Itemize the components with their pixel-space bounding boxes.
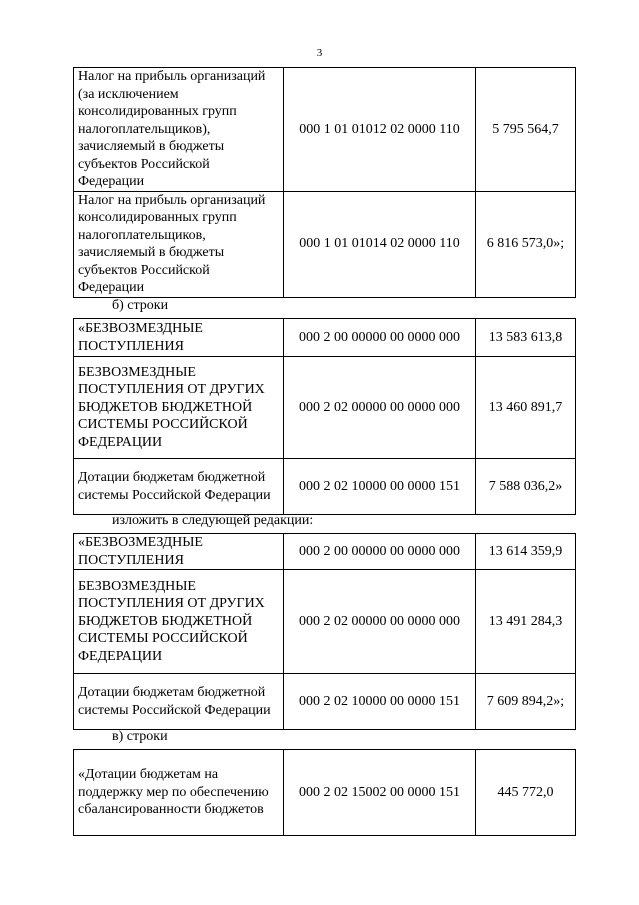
paragraph-edit: изложить в следующей редакции: [112, 513, 314, 528]
row-name: БЕЗВОЗМЕЗДНЫЕ ПОСТУПЛЕНИЯ ОТ ДРУГИХ БЮДЖЕТОВ БЮДЖЕТНОЙ СИСТЕМЫ РОССИЙСКОЙ ФЕДЕРАЦИИ [74, 570, 284, 674]
row-value: 13 583 613,8 [476, 319, 576, 357]
row-name: БЕЗВОЗМЕЗДНЫЕ ПОСТУПЛЕНИЯ ОТ ДРУГИХ БЮДЖЕТОВ БЮДЖЕТНОЙ СИСТЕМЫ РОССИЙСКОЙ ФЕДЕРАЦИИ [74, 357, 284, 459]
row-value: 13 614 359,9 [476, 534, 576, 570]
row-value: 7 609 894,2»; [476, 674, 576, 730]
table-row [74, 750, 576, 836]
row-code: 000 1 01 01014 02 0000 110 [284, 191, 476, 297]
row-code: 000 2 02 10000 00 0000 151 [284, 459, 476, 515]
row-code: 000 2 02 00000 00 0000 000 [284, 570, 476, 674]
table-row [74, 534, 576, 570]
row-name: Дотации бюджетам бюджетной системы Российской Федерации [74, 459, 284, 515]
row-name: «Дотации бюджетам на поддержку мер по обеспечению сбалансированности бюджетов [74, 750, 284, 836]
table-row [74, 68, 576, 192]
row-code: 000 1 01 01012 02 0000 110 [284, 68, 476, 192]
row-code: 000 2 02 00000 00 0000 000 [284, 357, 476, 459]
row-value: 445 772,0 [476, 750, 576, 836]
row-name: «БЕЗВОЗМЕЗДНЫЕ ПОСТУПЛЕНИЯ [74, 534, 284, 570]
row-value: 13 491 284,3 [476, 570, 576, 674]
row-value: 13 460 891,7 [476, 357, 576, 459]
paragraph-b: б) строки [112, 298, 169, 313]
row-name: Налог на прибыль организаций консолидированных групп налогоплательщиков, зачисляемый в бюджеты субъектов Российской Федерации [74, 191, 284, 297]
table-row [74, 674, 576, 730]
row-value: 7 588 036,2» [476, 459, 576, 515]
row-value: 5 795 564,7 [476, 68, 576, 192]
row-code: 000 2 02 15002 00 0000 151 [284, 750, 476, 836]
revenue-table-3 [73, 533, 576, 730]
row-value: 6 816 573,0»; [476, 191, 576, 297]
row-name: Дотации бюджетам бюджетной системы Российской Федерации [74, 674, 284, 730]
revenue-table-4 [73, 749, 576, 836]
revenue-table-1 [73, 67, 576, 298]
row-code: 000 2 02 10000 00 0000 151 [284, 674, 476, 730]
revenue-table-2 [73, 318, 576, 515]
table-row [74, 191, 576, 297]
row-code: 000 2 00 00000 00 0000 000 [284, 319, 476, 357]
table-row [74, 570, 576, 674]
table-row [74, 319, 576, 357]
row-name: «БЕЗВОЗМЕЗДНЫЕ ПОСТУПЛЕНИЯ [74, 319, 284, 357]
row-code: 000 2 00 00000 00 0000 000 [284, 534, 476, 570]
paragraph-v: в) строки [112, 729, 168, 744]
table-row [74, 459, 576, 515]
page-number: 3 [316, 47, 323, 59]
row-name: Налог на прибыль организаций (за исключением консолидированных групп налогоплательщиков), зачисляемый в бюджеты субъектов Российской Федерации [74, 68, 284, 192]
table-row [74, 357, 576, 459]
